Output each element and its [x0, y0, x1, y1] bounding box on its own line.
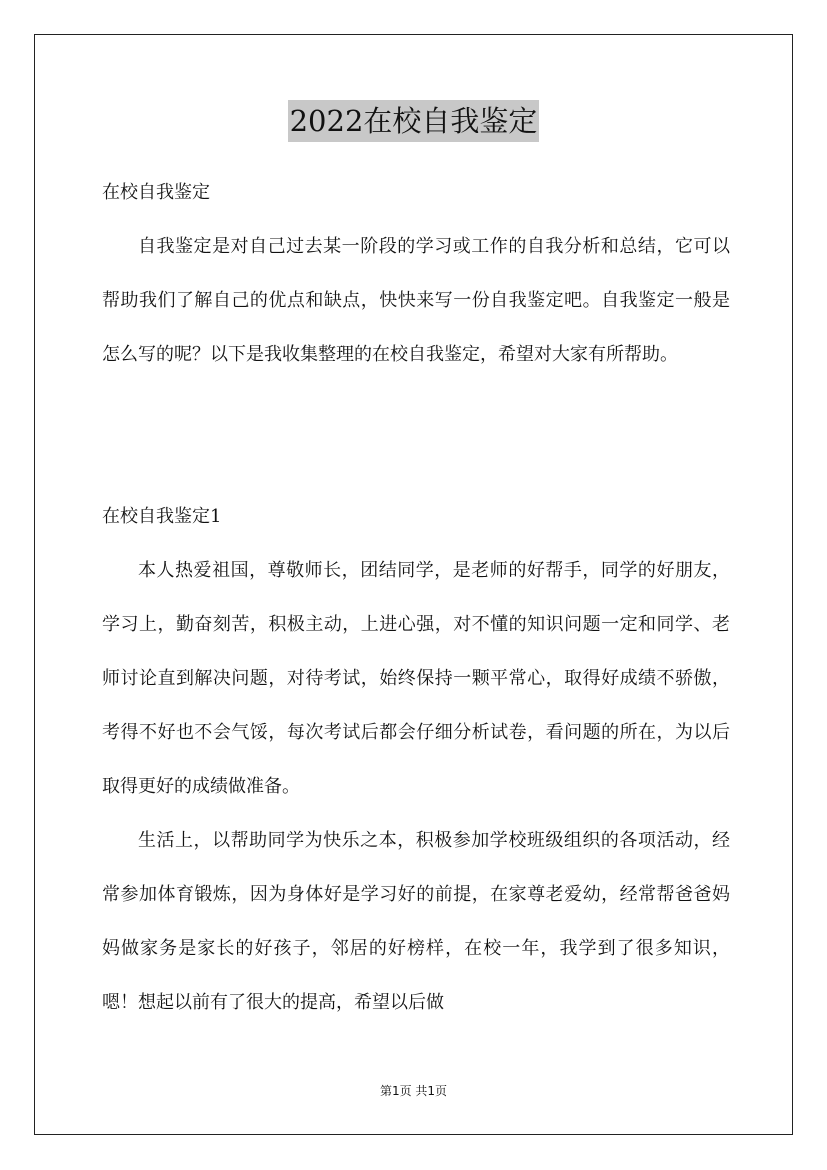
page-number: 第1页 共1页: [379, 1084, 448, 1098]
page-footer: [0, 1082, 827, 1099]
title-container: [0, 100, 827, 142]
body-paragraph-2: 生活上，以帮助同学为快乐之本，积极参加学校班级组织的各项活动，经常参加体育锻炼，因为身体好是学习好的前提，在家尊老爱幼，经常帮爸爸妈妈做家务是家长的好孩子，邻居的好榜样，在校一年，我学到了很多知识，嗯！想起以前有了很大的提高，希望以后做: [102, 830, 730, 1013]
intro-paragraph: 自我鉴定是对自己过去某一阶段的学习或工作的自我分析和总结，它可以帮助我们了解自己的优点和缺点，快快来写一份自我鉴定吧。自我鉴定一般是怎么写的呢？以下是我收集整理的在校自我鉴定，希望对大家有所帮助。: [102, 236, 730, 365]
section-heading: 在校自我鉴定: [102, 182, 210, 203]
subsection-heading: 在校自我鉴定1: [102, 506, 222, 527]
document-title: 2022在校自我鉴定: [288, 100, 540, 142]
body-paragraph-1: 本人热爱祖国，尊敬师长，团结同学，是老师的好帮手，同学的好朋友， 学习上，勤奋刻苦，积极主动，上进心强，对不懂的知识问题一定和同学、老师讨论直到解决问题，对待考试，始终保持一颗平常心，取得好成绩不骄傲，考得不好也不会气馁，每次考试后都会仔细分析试卷，看问题的所在，为以后取得更好的成绩做准备。: [102, 560, 730, 797]
